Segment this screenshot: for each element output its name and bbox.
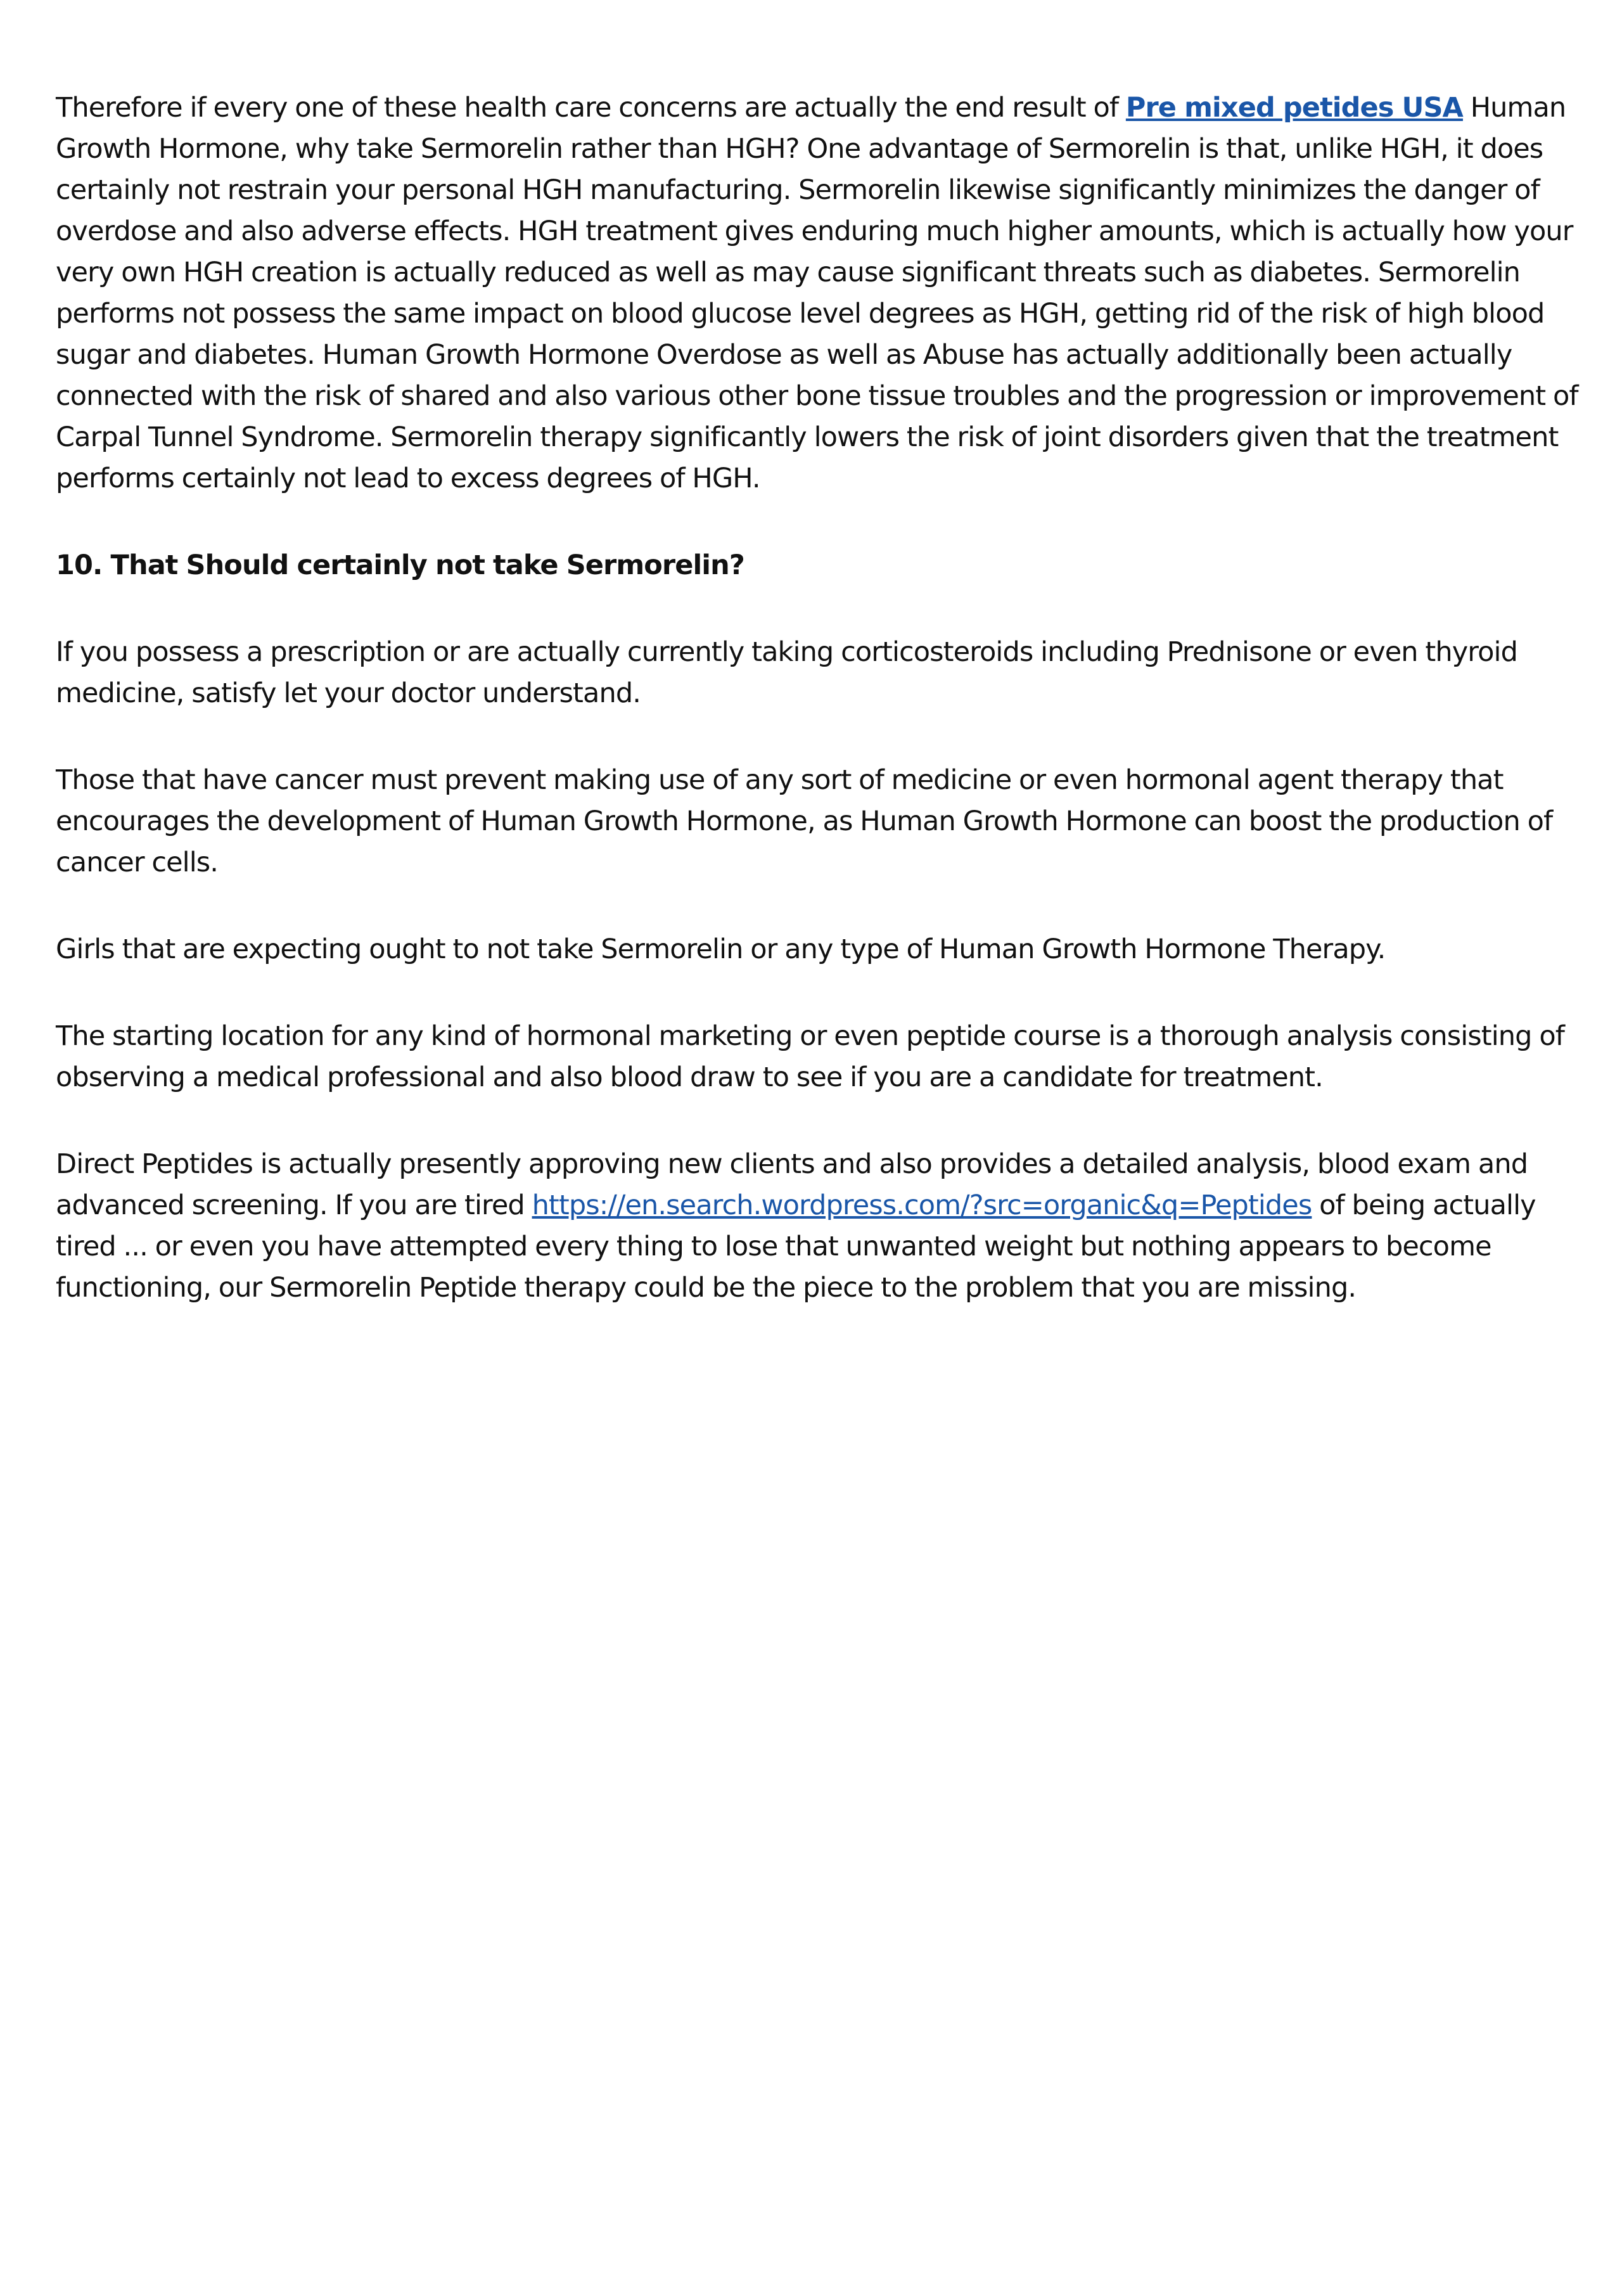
paragraph-hgh-comparison — [56, 87, 1589, 499]
paragraph-cancer: Those that have cancer must prevent making use of any sort of medicine or even hormonal agent therapy that encourages the development of Human Growth Hormone, as Human Growth Hormone can boost the production of cancer cells. — [56, 764, 1553, 878]
paragraph-text: of being actually tired ... or even you have attempted every thing to lose that unwanted weight but nothing appears to become functioning, our Sermorelin Peptide therapy could be the piece to the problem that you are missing. — [56, 1190, 1536, 1304]
document-body — [56, 87, 1589, 1354]
paragraph-text: Direct Peptides is actually presently approving new clients and also provides a detailed analysis, blood exam and advanced screening. If you are tired — [56, 1148, 1528, 1221]
paragraph-text: Therefore if every one of these health care concerns are actually the end result of — [56, 92, 1126, 124]
section-heading: 10. That Should certainly not take Sermorelin? — [56, 549, 744, 581]
wordpress-search-link[interactable]: https://en.search.wordpress.com/?src=organic&q=Peptides — [532, 1190, 1312, 1221]
paragraph-pregnancy: Girls that are expecting ought to not take Sermorelin or any type of Human Growth Hormone Therapy. — [56, 933, 1386, 965]
paragraph-analysis: The starting location for any kind of hormonal marketing or even peptide course is a thorough analysis consisting of observing a medical professional and also blood draw to see if you are a candidate for treatment. — [56, 1020, 1564, 1093]
paragraph-corticosteroids: If you possess a prescription or are actually currently taking corticosteroids including Prednisone or even thyroid medicine, satisfy let your doctor understand. — [56, 636, 1517, 709]
paragraph-direct-peptides — [56, 1144, 1589, 1309]
paragraph-text: Human Growth Hormone, why take Sermorelin rather than HGH? One advantage of Sermorelin is that, unlike HGH, it does certainly not restrain your personal HGH manufacturing. Sermorelin likewise significantly minimizes the danger of overdose and also adverse effects. HGH treatment gives enduring much higher amounts, which is actually how your very own HGH creation is actually reduced as well as may cause significant threats such as diabetes. Sermorelin performs not possess the same impact on blood glucose level degrees as HGH, getting rid of the risk of high blood sugar and diabetes. Human Growth Hormone Overdose as well as Abuse has actually additionally been actually connected with the risk of shared and also various other bone tissue troubles and the progression or improvement of Carpal Tunnel Syndrome. Sermorelin therapy significantly lowers the risk of joint disorders given that the treatment performs certainly not lead to excess degrees of HGH. — [56, 92, 1578, 494]
pre-mixed-peptides-link[interactable]: Pre mixed petides USA — [1125, 92, 1463, 124]
